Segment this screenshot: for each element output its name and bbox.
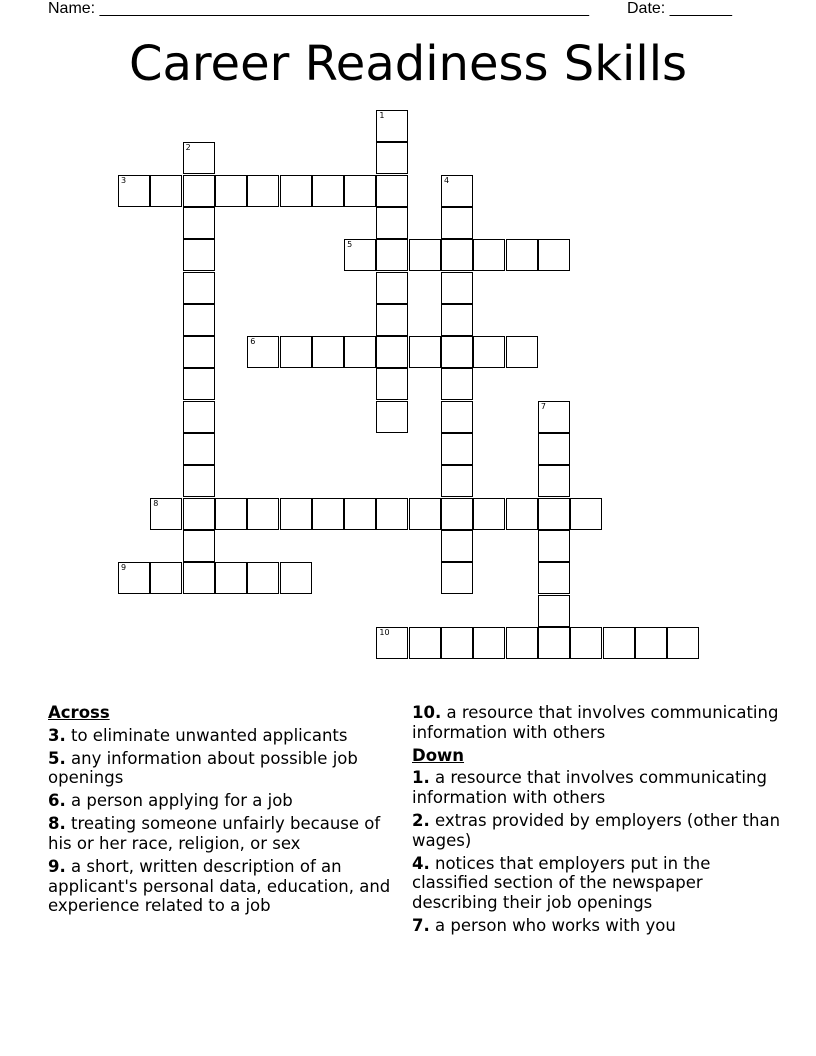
clue-number: 9 xyxy=(121,563,127,573)
grid-cell[interactable] xyxy=(376,336,408,368)
clue-across-3: 3. to eliminate unwanted applicants xyxy=(48,725,348,745)
grid-cell[interactable] xyxy=(280,498,312,530)
clue-number: 1 xyxy=(379,111,385,120)
grid-cell[interactable] xyxy=(538,562,570,594)
grid-cell[interactable] xyxy=(441,175,473,207)
grid-cell[interactable] xyxy=(667,627,699,659)
clue-number: 6 xyxy=(250,337,256,347)
grid-cell[interactable] xyxy=(376,498,408,530)
grid-cell[interactable] xyxy=(570,627,602,659)
grid-cell[interactable] xyxy=(538,595,570,627)
grid-cell[interactable] xyxy=(441,304,473,336)
clue-number: 2 xyxy=(185,143,191,153)
grid-cell[interactable] xyxy=(183,142,215,174)
grid-cell[interactable] xyxy=(538,530,570,562)
grid-cell[interactable] xyxy=(538,498,570,530)
clue-down-4: 4. notices that employers put in the classified section of the newspaper describing their job openings xyxy=(412,853,711,912)
grid-cell[interactable] xyxy=(409,336,441,368)
grid-cell[interactable] xyxy=(344,498,376,530)
grid-cell[interactable] xyxy=(247,562,279,594)
grid-cell[interactable] xyxy=(376,304,408,336)
clue-number: 10 xyxy=(379,627,390,637)
grid-cell[interactable] xyxy=(247,175,279,207)
grid-cell[interactable] xyxy=(538,401,570,433)
grid-cell[interactable] xyxy=(118,175,150,207)
grid-cell[interactable] xyxy=(473,498,505,530)
grid-cell[interactable] xyxy=(409,239,441,271)
grid-cell[interactable] xyxy=(635,627,667,659)
grid-cell[interactable] xyxy=(441,336,473,368)
grid-cell[interactable] xyxy=(344,175,376,207)
grid-cell[interactable] xyxy=(247,498,279,530)
date-field-label: Date: _______ xyxy=(627,0,732,17)
grid-cell[interactable] xyxy=(215,175,247,207)
grid-cell[interactable] xyxy=(215,498,247,530)
grid-cell[interactable] xyxy=(183,272,215,304)
grid-cell[interactable] xyxy=(506,336,538,368)
grid-cell[interactable] xyxy=(312,175,344,207)
grid-cell[interactable] xyxy=(473,336,505,368)
clue-number: 3 xyxy=(121,175,127,185)
grid-cell[interactable] xyxy=(312,498,344,530)
clue-down-1: 1. a resource that involves communicating information with others xyxy=(412,768,767,807)
clues-column-right xyxy=(412,703,792,939)
grid-cell[interactable] xyxy=(538,433,570,465)
grid-cell[interactable] xyxy=(570,498,602,530)
grid-cell[interactable] xyxy=(344,336,376,368)
grid-cell[interactable] xyxy=(183,336,215,368)
clues-column-left xyxy=(48,703,398,919)
name-field-label: Name: _______________________________________________________ xyxy=(48,0,589,17)
grid-cell[interactable] xyxy=(280,562,312,594)
grid-cell[interactable] xyxy=(183,175,215,207)
grid-cell[interactable] xyxy=(473,627,505,659)
grid-cell[interactable] xyxy=(183,304,215,336)
grid-cell[interactable] xyxy=(506,627,538,659)
grid-cell[interactable] xyxy=(376,272,408,304)
grid-cell[interactable] xyxy=(506,498,538,530)
clue-number: 7 xyxy=(540,401,546,411)
clue-number: 8 xyxy=(153,498,159,508)
grid-cell[interactable] xyxy=(183,433,215,465)
grid-cell[interactable] xyxy=(441,433,473,465)
grid-cell[interactable] xyxy=(603,627,635,659)
grid-cell[interactable] xyxy=(183,465,215,497)
grid-cell[interactable] xyxy=(376,207,408,239)
grid-cell[interactable] xyxy=(441,530,473,562)
grid-cell[interactable] xyxy=(441,239,473,271)
grid-cell[interactable] xyxy=(441,368,473,400)
grid-cell[interactable] xyxy=(376,239,408,271)
clue-across-8: 8. treating someone unfairly because of his or her race, religion, or sex xyxy=(48,814,381,854)
grid-cell[interactable] xyxy=(280,336,312,368)
grid-cell[interactable] xyxy=(183,239,215,271)
grid-cell[interactable] xyxy=(538,465,570,497)
grid-cell[interactable] xyxy=(409,498,441,530)
grid-cell[interactable] xyxy=(376,142,408,174)
grid-cell[interactable] xyxy=(183,562,215,594)
grid-cell[interactable] xyxy=(376,175,408,207)
grid-cell[interactable] xyxy=(215,562,247,594)
clue-number: 5 xyxy=(347,240,353,250)
grid-cell[interactable] xyxy=(473,239,505,271)
grid-cell[interactable] xyxy=(183,401,215,433)
grid-cell[interactable] xyxy=(441,465,473,497)
grid-cell[interactable] xyxy=(118,562,150,594)
grid-cell[interactable] xyxy=(183,530,215,562)
clue-across-5: 5. any information about possible job openings xyxy=(48,748,358,788)
grid-cell[interactable] xyxy=(441,627,473,659)
grid-cell[interactable] xyxy=(441,401,473,433)
grid-cell[interactable] xyxy=(441,498,473,530)
clue-across-9: 9. a short, written description of an applicant's personal data, education, and experience related to a job xyxy=(48,857,391,916)
grid-cell[interactable] xyxy=(150,562,182,594)
down-heading: Down xyxy=(412,745,465,765)
grid-cell[interactable] xyxy=(183,368,215,400)
grid-cell[interactable] xyxy=(441,562,473,594)
grid-cell[interactable] xyxy=(376,627,408,659)
grid-cell[interactable] xyxy=(376,110,408,142)
grid-cell[interactable] xyxy=(538,627,570,659)
page-title: Career Readiness Skills xyxy=(128,36,688,92)
grid-cell[interactable] xyxy=(150,175,182,207)
clue-across-10: 10. a resource that involves communicating information with others xyxy=(412,703,779,742)
across-heading: Across xyxy=(48,703,110,722)
grid-cell[interactable] xyxy=(538,239,570,271)
grid-cell[interactable] xyxy=(183,498,215,530)
clue-down-2: 2. extras provided by employers (other than wages) xyxy=(412,810,781,850)
clue-down-7: 7. a person who works with you xyxy=(412,915,676,935)
grid-cell[interactable] xyxy=(183,207,215,239)
grid-cell[interactable] xyxy=(150,498,182,530)
grid-cell[interactable] xyxy=(441,272,473,304)
grid-cell[interactable] xyxy=(409,627,441,659)
grid-cell[interactable] xyxy=(312,336,344,368)
grid-cell[interactable] xyxy=(376,368,408,400)
clue-across-6: 6. a person applying for a job xyxy=(48,791,293,811)
grid-cell[interactable] xyxy=(247,336,279,368)
grid-cell[interactable] xyxy=(376,401,408,433)
grid-cell[interactable] xyxy=(441,207,473,239)
grid-cell[interactable] xyxy=(280,175,312,207)
grid-cell[interactable] xyxy=(344,239,376,271)
clue-number: 4 xyxy=(444,175,450,185)
grid-cell[interactable] xyxy=(506,239,538,271)
